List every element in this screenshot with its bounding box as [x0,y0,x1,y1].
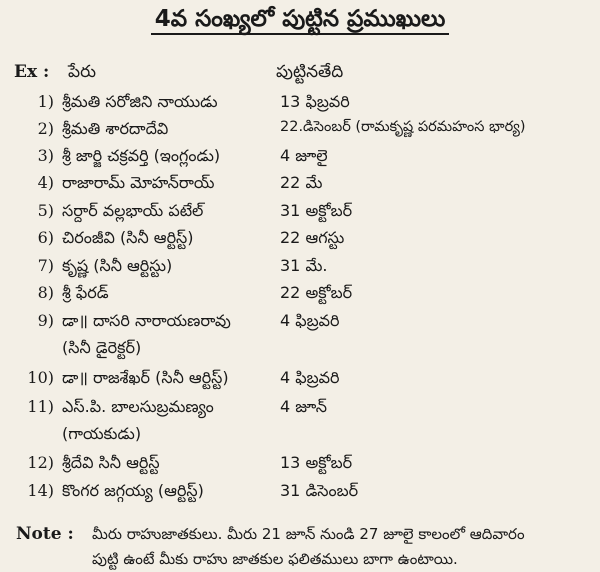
person-role: (గాయకుడు) [62,424,142,443]
person-name: శ్రీ జార్జి చక్రవర్తి (ఇంగ్లండు) [62,146,221,165]
person-name: శ్రీమతి శారదాదేవి [62,119,169,138]
birth-date: 31 డిసెంబర్ [280,481,359,500]
list-item [0,173,600,197]
list-item [0,368,600,392]
person-name: శ్రీ ఫేరడ్ [62,283,109,302]
name-column-header: పేరు [68,62,97,82]
item-number: 6) [37,228,54,247]
page-title-text: 4వ సంఖ్యలో పుట్టిన ప్రముఖులు [151,6,450,35]
person-name: డా॥ దాసరి నారాయణరావు [62,311,231,330]
page-title [0,6,600,38]
example-label: Ex : [14,62,50,82]
item-number: 4) [37,173,54,192]
date-column-header: పుట్టినతేది [276,62,344,82]
birth-date: 31 అక్టోబర్ [280,201,353,220]
item-number: 11) [27,397,54,416]
list-item [0,201,600,225]
list-item [0,119,600,143]
item-number: 10) [27,368,54,387]
note-text-line-1: మీరు రాహుజాతకులు. మీరు 21 జూన్ నుండి 27 జూలై కాలంలో ఆదివారం [92,525,525,543]
birth-date: 4 జూలై [280,146,328,165]
item-number: 9) [37,311,54,330]
person-name: రాజారామ్ మోహన్‌రాయ్ [62,173,215,192]
list-item [0,228,600,252]
person-name: శ్రీమతి సరోజిని నాయుడు [62,92,218,111]
list-item [0,311,600,335]
person-name: శ్రీదేవి సినీ ఆర్టిస్ట్ [62,453,160,472]
birth-date: 4 ఫిబ్రవరి [280,368,340,387]
person-name: డా॥ రాజశేఖర్ (సినీ ఆర్టిస్ట్) [62,368,229,387]
list-item-continuation [0,338,600,362]
list-item [0,481,600,505]
birth-date: 22 మే [280,173,323,192]
person-name: ఎస్.పి. బాలసుబ్రమణ్యం [62,397,214,416]
item-number: 12) [27,453,54,472]
birth-date: 22 అక్టోబర్ [280,283,353,302]
note-text-line-2: పుట్టి ఉంటే మీకు రాహు జాతకుల ఫలితములు బాగా ఉంటాయి. [92,550,458,568]
list-item [0,453,600,477]
note-label: Note : [16,524,74,544]
list-item [0,146,600,170]
item-number: 2) [37,119,54,138]
item-number: 8) [37,283,54,302]
item-number: 1) [37,92,54,111]
item-number: 14) [27,481,54,500]
person-name: చిరంజీవి (సినీ ఆర్టిస్ట్) [62,228,194,247]
birth-date: 22 ఆగస్టు [280,228,345,247]
item-number: 3) [37,146,54,165]
list-item [0,283,600,307]
item-number: 7) [37,256,54,275]
birth-date: 4 జూన్ [280,397,327,416]
person-name: కొంగర జగ్గయ్య (ఆర్టిస్ట్) [62,481,204,500]
person-name: సర్దార్ వల్లభాయ్ పటేల్ [62,201,204,220]
list-item-continuation [0,424,600,448]
birth-date: 13 అక్టోబర్ [280,453,353,472]
item-number: 5) [37,201,54,220]
birth-date: 4 ఫిబ్రవరి [280,311,340,330]
person-name: కృష్ణ (సినీ ఆర్టిస్టు) [62,256,173,275]
birth-date: 13 ఫిబ్రవరి [280,92,350,111]
list-item [0,92,600,116]
list-item [0,397,600,421]
person-role: (సినీ డైరెక్టర్) [62,338,142,357]
birth-date: 22.డిసెంబర్ (రామకృష్ణ పరమహంస భార్య) [280,119,526,135]
list-item [0,256,600,280]
birth-date: 31 మే. [280,256,328,275]
